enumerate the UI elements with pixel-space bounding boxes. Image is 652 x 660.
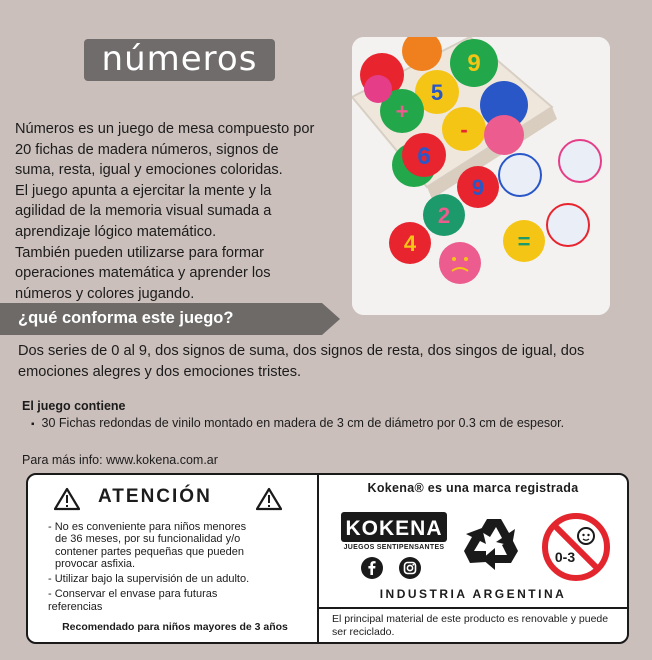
age-recommendation: Recomendado para niños mayores de 3 años	[62, 621, 288, 633]
intro-line: También pueden utilizarse para formar	[15, 244, 265, 261]
intro-line: agilidad de la memoria visual sumada a	[15, 203, 272, 220]
token-label: -	[460, 117, 468, 142]
warning-triangle-icon	[256, 487, 282, 511]
token-label: 4	[403, 231, 417, 256]
contains-list	[31, 416, 564, 430]
warning-line: - Conservar el envase para futuras	[48, 588, 218, 601]
intro-line: El juego apunta a ejercitar la mente y la	[15, 182, 272, 199]
token-label: +	[395, 99, 409, 124]
token-label: 2	[437, 203, 451, 228]
contains-heading: El juego contiene	[22, 399, 126, 413]
token-label: 9	[467, 50, 481, 77]
recycle-icon	[460, 513, 528, 581]
instagram-icon[interactable]	[399, 557, 421, 579]
series-description	[18, 341, 618, 382]
warning-triangle-icon	[54, 487, 80, 511]
warning-line: contener partes pequeñas que pueden	[55, 545, 244, 558]
product-photo-illustration	[352, 37, 610, 315]
no-under-3-icon	[541, 512, 611, 582]
divider-vertical	[317, 475, 319, 642]
intro-line: Números es un juego de mesa compuesto por	[15, 121, 315, 137]
warning-line: - No es conveniente para niños menores	[48, 521, 247, 533]
warning-text	[48, 521, 310, 613]
token-label: 5	[430, 80, 444, 105]
intro-line: aprendizaje lógico matemático.	[15, 223, 217, 240]
intro-line: 20 fichas de madera números, signos de	[15, 141, 279, 158]
logo-text: KOKENA	[345, 517, 443, 540]
page-title: números	[101, 39, 258, 79]
warning-title: ATENCIÓN	[98, 486, 212, 507]
more-info: Para más info: www.kokena.com.ar	[22, 453, 218, 467]
token-label: 9	[471, 175, 485, 200]
brand-registered: Kokena® es una marca registrada	[367, 481, 579, 495]
industria-argentina: INDUSTRIA ARGENTINA	[379, 587, 567, 601]
warning-line: referencias	[48, 600, 103, 613]
intro-line: suma, resta, igual y emociones coloridas.	[15, 162, 283, 179]
renewable-note: El principal material de este producto es renovable y puede ser reciclado.	[332, 613, 609, 638]
token-label: =	[517, 229, 531, 254]
warning-line: de 36 meses, por su funcionalidad y/o	[55, 533, 241, 546]
logo-subtitle: JUEGOS SENTIPENSANTES	[343, 544, 445, 551]
intro-paragraph	[15, 119, 333, 304]
age-label: 0-3	[554, 549, 576, 565]
kokena-logo	[341, 512, 447, 542]
section-banner	[0, 303, 340, 335]
facebook-icon[interactable]	[361, 557, 383, 579]
product-photo	[352, 37, 610, 315]
warning-line: - Utilizar bajo la supervisión de un adulto.	[48, 573, 250, 586]
warning-label-box	[26, 473, 629, 644]
token-label: 6	[417, 143, 431, 170]
intro-line: números y colores jugando.	[15, 285, 195, 302]
series-line: Dos series de 0 al 9, dos signos de suma, dos signos de resta, dos singos de igual, dos	[18, 343, 585, 359]
series-line: emociones alegres y dos emociones tristes.	[18, 363, 302, 380]
intro-line: operaciones matemática y aprender los	[15, 265, 271, 282]
warning-line: provocar asfixia.	[55, 557, 136, 570]
contains-item: ▪ 30 Fichas redondas de vinilo montado en madera de 3 cm de diámetro por 0.3 cm de espesor.	[31, 416, 564, 430]
section-heading: ¿qué conforma este juego?	[18, 309, 234, 327]
divider-horizontal	[317, 607, 629, 609]
warning-heading	[48, 485, 300, 513]
title-pill	[84, 39, 275, 81]
